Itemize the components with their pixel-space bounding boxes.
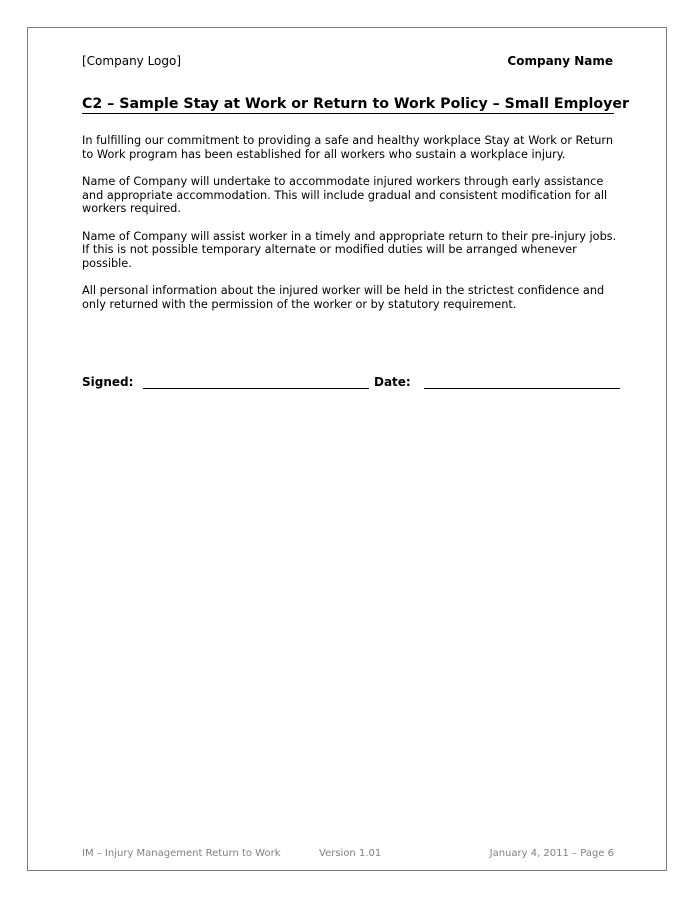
footer-version: Version 1.01 bbox=[319, 848, 382, 859]
policy-paragraph-4: All personal information about the injured worker will be held in the strictest confidence and only returned with the permission of the worker or by statutory requirement. bbox=[82, 284, 605, 311]
policy-paragraph-1: In fulfilling our commitment to providing a safe and healthy workplace Stay at Work or Return to Work program has been established for all workers who sustain a workplace injury. bbox=[82, 134, 614, 161]
signature-line bbox=[143, 388, 369, 389]
footer-date-page: January 4, 2011 – Page 6 bbox=[489, 848, 614, 859]
signature-row bbox=[82, 375, 622, 391]
policy-paragraph-3: Name of Company will assist worker in a timely and appropriate return to their pre-injury jobs. If this is not possible temporary alternate or modified duties will be arranged whenever possible. bbox=[82, 229, 617, 270]
document-title: C2 – Sample Stay at Work or Return to Work Policy – Small Employer bbox=[82, 96, 630, 112]
policy-paragraph-2: Name of Company will undertake to accommodate injured workers through early assistance and appropriate accommodation. This will include gradual and consistent modification for all workers required. bbox=[82, 175, 608, 215]
date-label: Date: bbox=[374, 375, 411, 389]
company-logo-placeholder: [Company Logo] bbox=[82, 54, 182, 68]
date-line bbox=[424, 388, 620, 389]
footer-document-name: IM – Injury Management Return to Work bbox=[82, 848, 281, 859]
company-name: Company Name bbox=[507, 54, 613, 68]
policy-body bbox=[82, 134, 620, 325]
signed-label: Signed: bbox=[82, 375, 134, 389]
